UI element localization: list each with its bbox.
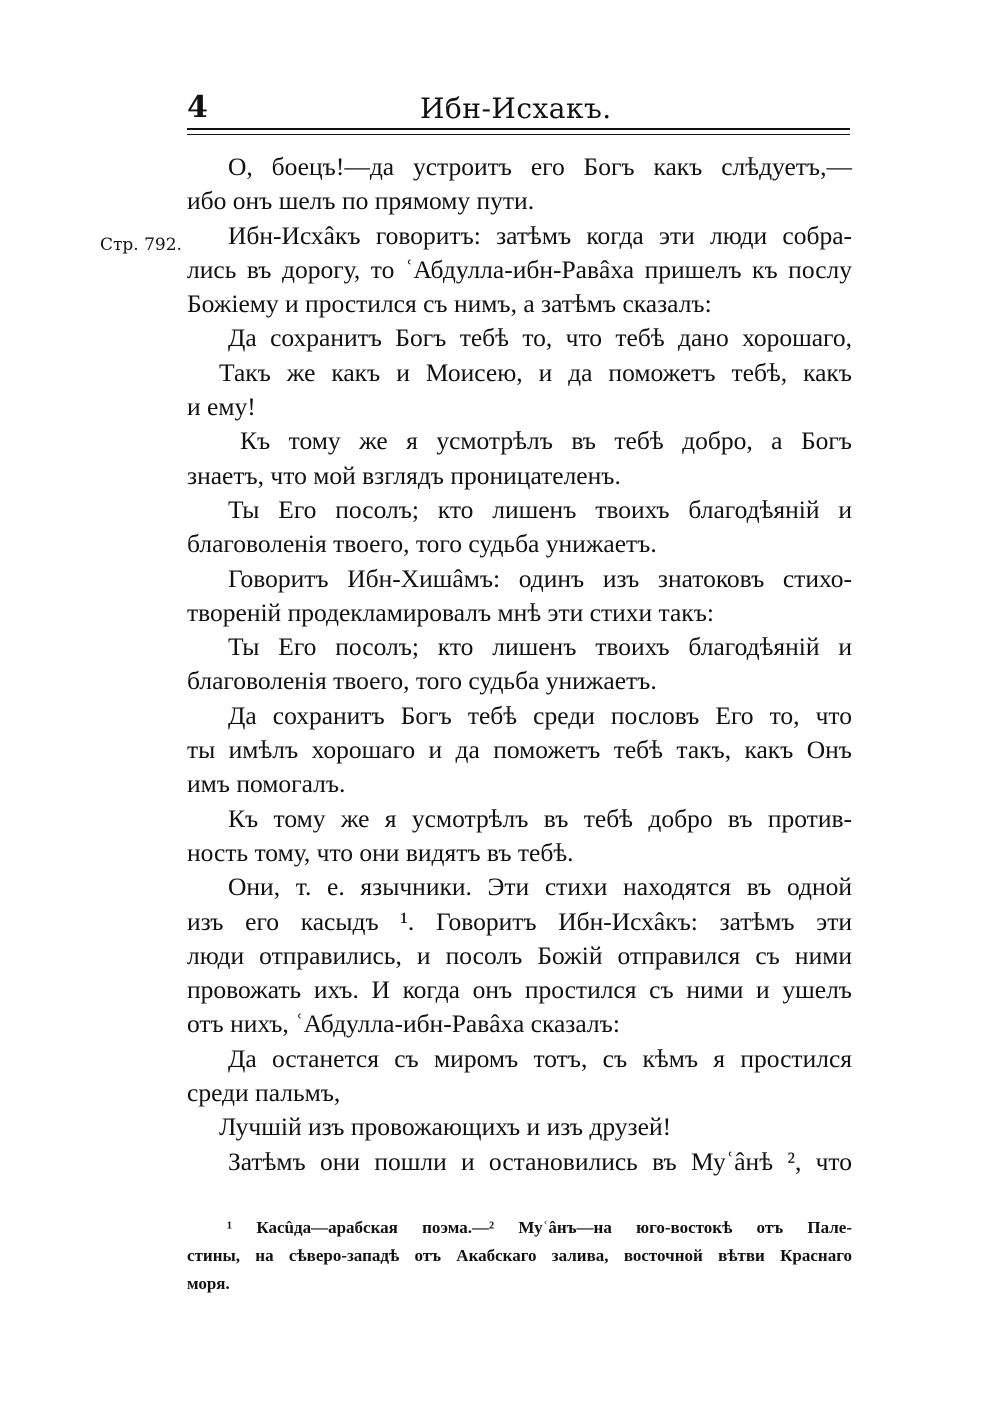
footnote-line: ¹ Касûда—арабская поэма.—² Муʿâнъ—на юго-востокѣ отъ Пале- [227,1218,852,1237]
text-line: Говоритъ Ибн-Хишâмъ: одинъ изъ знатоковъ стихо- [228,563,852,593]
text-line: изъ его касыдъ ¹. Говоритъ Ибн-Исхâкъ: затѣмъ эти [187,906,852,936]
margin-page-reference: Стр. 792. [100,235,182,255]
text-line: твореній продекламировалъ мнѣ эти стихи такъ: [187,597,714,627]
text-line: Да останется съ миромъ тотъ, съ кѣмъ я простился [228,1043,852,1073]
text-line: и ему! [187,392,256,422]
text-line: Такъ же какъ и Моисею, и да поможетъ тебѣ, какъ [219,357,852,387]
text-line: знаетъ, что мой взглядъ проницателенъ. [187,460,621,490]
text-line: Ты Его посолъ; кто лишенъ твоихъ благодѣяній и [228,632,852,662]
text-line: благоволенія твоего, того судьба унижаетъ. [187,529,657,559]
footnote-line: стины, на сѣверо-западѣ отъ Акабскаго залива, восточной вѣтви Краснаго [187,1246,852,1265]
text-line: Божіему и простился съ нимъ, а затѣмъ сказалъ: [187,289,712,319]
text-line: Ты Его посолъ; кто лишенъ твоихъ благодѣяній и [228,494,852,524]
text-line: Ибн-Исхâкъ говоритъ: затѣмъ когда эти люди собра- [228,220,852,250]
text-line: провожать ихъ. И когда онъ простился съ ними и ушелъ [187,975,852,1005]
text-line: Къ тому же я усмотрѣлъ въ тебѣ добро въ против- [228,803,852,833]
text-line: Они, т. е. язычники. Эти стихи находятся въ одной [228,872,852,902]
text-line: О, боецъ!—да устроитъ его Богъ какъ слѣдуетъ,— [228,152,852,181]
header-rule [187,128,850,130]
text-line: ибо онъ шелъ по прямому пути. [187,186,535,216]
text-line: Затѣмъ они пошли и остановились въ Муʿâнѣ ², что [228,1146,852,1176]
text-line: лись въ дорогу, то ʿАбдулла-ибн-Равâха пришелъ къ послу [187,254,852,284]
text-line: отъ нихъ, ʿАбдулла-ибн-Равâха сказалъ: [187,1009,620,1039]
text-line: ты имѣлъ хорошаго и да поможетъ тебѣ такъ, какъ Онъ [187,735,852,765]
body-text [187,150,852,1179]
text-line: Да сохранитъ Богъ тебѣ то, что тебѣ дано хорошаго, [228,323,852,353]
running-title: Ибн-Исхакъ. [420,92,612,125]
footnote-line: моря. [187,1274,230,1293]
text-line: среди пальмъ, [187,1078,341,1108]
text-line: Къ тому же я усмотрѣлъ въ тебѣ добро, а Богъ [240,426,852,456]
text-line: Да сохранитъ Богъ тебѣ среди пословъ Его то, что [228,700,852,730]
header-rule-thin [187,134,850,135]
text-line: ность тому, что они видятъ въ тебѣ. [187,837,574,867]
page-number: 4 [187,90,208,125]
text-line: имъ помогалъ. [187,769,346,799]
text-line: благоволенія твоего, того судьба унижаетъ. [187,666,657,696]
text-line: Лучшій изъ провожающихъ и изъ друзей! [219,1112,672,1142]
text-line: люди отправились, и посолъ Божій отправился съ ними [187,940,852,970]
footnotes [187,1214,852,1298]
